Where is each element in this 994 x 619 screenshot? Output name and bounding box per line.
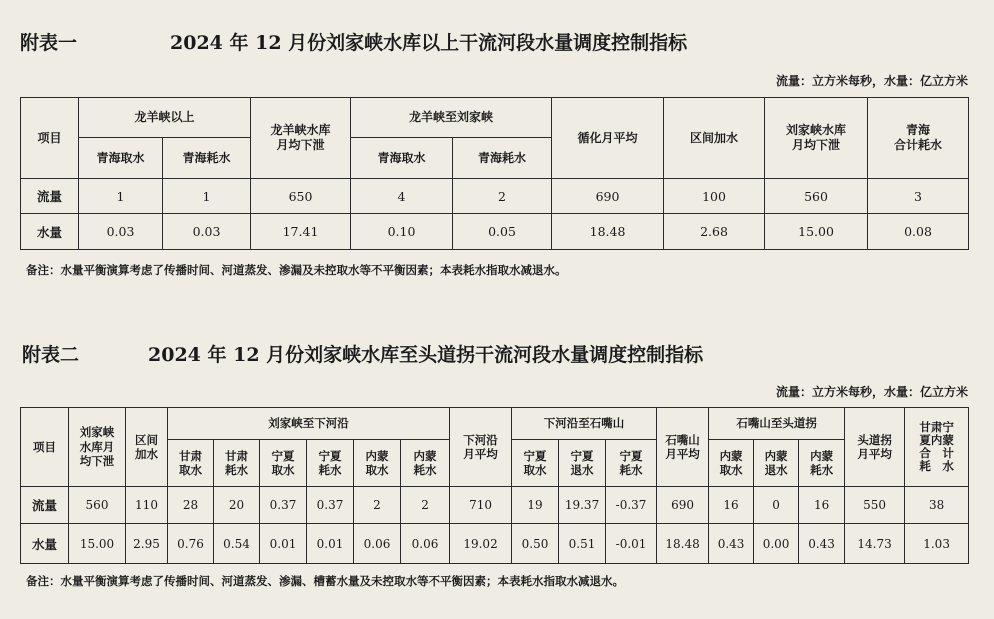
table-cell: 0.03	[163, 214, 251, 250]
table1-note: 备注：水量平衡演算考虑了传播时间、河道蒸发、渗漏及未控取水等不平衡因素；本表耗水指取水减退水。	[26, 263, 567, 277]
table1-unit: 流量：立方米每秒，水量：亿立方米	[775, 74, 968, 88]
table-cell: 0.37	[260, 487, 307, 524]
table2-header-ningxia-consumption-2: 宁夏 耗水	[606, 440, 657, 487]
table1-header-longyangxia-to-liujiaxia: 龙羊峡至刘家峡	[351, 98, 552, 138]
table-cell: 20	[214, 487, 260, 524]
row-label: 水量	[21, 214, 79, 250]
table1-header-qinghai-total: 青海 合计耗水	[868, 98, 969, 179]
table2-header-total-consumption: 甘肃宁 夏内蒙 合 计 耗 水	[905, 408, 969, 487]
table-cell: 3	[868, 179, 969, 214]
table1-header-longyangxia-release: 龙羊峡水库 月均下泄	[251, 98, 351, 179]
table-cell: 2	[354, 487, 401, 524]
table-cell: 560	[69, 487, 126, 524]
table2-header-item: 项目	[21, 408, 69, 487]
table2-header-neimeng-withdrawal-2: 内蒙 取水	[709, 440, 754, 487]
table-cell: 1	[163, 179, 251, 214]
table-cell: 19.02	[450, 524, 512, 564]
table-cell: 28	[168, 487, 214, 524]
table-cell: 0.03	[79, 214, 163, 250]
table-cell: 690	[657, 487, 709, 524]
table-cell: 4	[351, 179, 453, 214]
table-cell: 19.37	[559, 487, 606, 524]
table-cell: 0.00	[754, 524, 799, 564]
table2-label: 附表二	[22, 344, 80, 366]
table-cell: 2.68	[664, 214, 765, 250]
table-cell: 710	[450, 487, 512, 524]
table1-header-qinghai-consumption: 青海耗水	[163, 138, 251, 179]
table-cell: 1.03	[905, 524, 969, 564]
table2-header-ningxia-consumption: 宁夏 耗水	[307, 440, 354, 487]
row-label: 水量	[21, 524, 69, 564]
table2-header-gansu-withdrawal: 甘肃 取水	[168, 440, 214, 487]
table1-title: 2024 年 12 月份刘家峡水库以上干流河段水量调度控制指标	[170, 32, 688, 54]
table-cell: 2	[401, 487, 450, 524]
table2-note: 备注：水量平衡演算考虑了传播时间、河道蒸发、渗漏、槽蓄水量及未控取水等不平衡因素；本表耗水指取水减退水。	[26, 574, 624, 588]
table2-header-neimeng-consumption: 内蒙 耗水	[401, 440, 450, 487]
table2-unit: 流量：立方米每秒，水量：亿立方米	[775, 385, 968, 399]
table2-header-gansu-consumption: 甘肃 耗水	[214, 440, 260, 487]
table2-header-ningxia-withdrawal-2: 宁夏 取水	[512, 440, 559, 487]
table-cell: 0.43	[709, 524, 754, 564]
table-cell: 19	[512, 487, 559, 524]
table1-header-interval-inflow: 区间加水	[664, 98, 765, 179]
table-cell: 550	[845, 487, 905, 524]
table2-header-interval-inflow: 区间 加水	[126, 408, 168, 487]
table2-header-neimeng-consumption-2: 内蒙 耗水	[799, 440, 845, 487]
table1	[20, 97, 969, 250]
table-cell: 38	[905, 487, 969, 524]
row-label: 流量	[21, 179, 79, 214]
table-cell: 0.08	[868, 214, 969, 250]
table1-header-item: 项目	[21, 98, 79, 179]
table1-heading	[20, 28, 77, 55]
table-cell: 560	[765, 179, 868, 214]
table-cell: -0.01	[606, 524, 657, 564]
table1-header-qinghai-withdrawal: 青海取水	[79, 138, 163, 179]
table-cell: 0.54	[214, 524, 260, 564]
table-cell: 16	[709, 487, 754, 524]
table-cell: 17.41	[251, 214, 351, 250]
table-cell: 0.06	[354, 524, 401, 564]
table-cell: 1	[79, 179, 163, 214]
table1-label: 附表一	[20, 32, 78, 54]
table-cell: 110	[126, 487, 168, 524]
table-cell: 18.48	[657, 524, 709, 564]
table-cell: 0.06	[401, 524, 450, 564]
table-cell: 0.37	[307, 487, 354, 524]
table-cell: 650	[251, 179, 351, 214]
table2-header-xiaheyan-avg: 下河沿 月平均	[450, 408, 512, 487]
table1-header-liujiaxia-release: 刘家峡水库 月均下泄	[765, 98, 868, 179]
table-cell: 0.01	[260, 524, 307, 564]
table-cell: 2	[453, 179, 552, 214]
table-cell: 690	[552, 179, 664, 214]
table2-header-xiaheyan-to-shizuishan: 下河沿至石嘴山	[512, 408, 657, 440]
table2-header-liujiaxia-release: 刘家峡 水库月 均下泄	[69, 408, 126, 487]
table2-header-shizuishan-to-toudaoguai: 石嘴山至头道拐	[709, 408, 845, 440]
table-cell: 0.10	[351, 214, 453, 250]
table-cell: 0.50	[512, 524, 559, 564]
table-cell: 0.01	[307, 524, 354, 564]
table-cell: 0.05	[453, 214, 552, 250]
table2-title: 2024 年 12 月份刘家峡水库至头道拐干流河段水量调度控制指标	[148, 344, 704, 366]
table2-header-ningxia-withdrawal: 宁夏 取水	[260, 440, 307, 487]
table-row	[21, 214, 969, 250]
table1-header-qinghai-consumption-2: 青海耗水	[453, 138, 552, 179]
table1-header-qinghai-withdrawal-2: 青海取水	[351, 138, 453, 179]
table2-header-ningxia-return: 宁夏 退水	[559, 440, 606, 487]
table-cell: 18.48	[552, 214, 664, 250]
row-label: 流量	[21, 487, 69, 524]
table-cell: 14.73	[845, 524, 905, 564]
table2-heading	[22, 340, 79, 367]
table-cell: 0.51	[559, 524, 606, 564]
table2-header-neimeng-return: 内蒙 退水	[754, 440, 799, 487]
table-row	[21, 179, 969, 214]
table2	[20, 407, 969, 564]
table2-header-toudaoguai-avg: 头道拐 月平均	[845, 408, 905, 487]
table-cell: 15.00	[69, 524, 126, 564]
table-cell: 100	[664, 179, 765, 214]
table-cell: 0.76	[168, 524, 214, 564]
table-cell: 2.95	[126, 524, 168, 564]
table-row	[21, 524, 969, 564]
table2-header-neimeng-withdrawal: 内蒙 取水	[354, 440, 401, 487]
table-cell: 16	[799, 487, 845, 524]
table-cell: 0.43	[799, 524, 845, 564]
table2-header-shizuishan-avg: 石嘴山 月平均	[657, 408, 709, 487]
table-cell: 15.00	[765, 214, 868, 250]
table1-header-xunhua-avg: 循化月平均	[552, 98, 664, 179]
table2-header-liujiaxia-to-xiaheyan: 刘家峡至下河沿	[168, 408, 450, 440]
table1-header-longyangxia-above: 龙羊峡以上	[79, 98, 251, 138]
table-cell: -0.37	[606, 487, 657, 524]
table-cell: 0	[754, 487, 799, 524]
table-row	[21, 487, 969, 524]
